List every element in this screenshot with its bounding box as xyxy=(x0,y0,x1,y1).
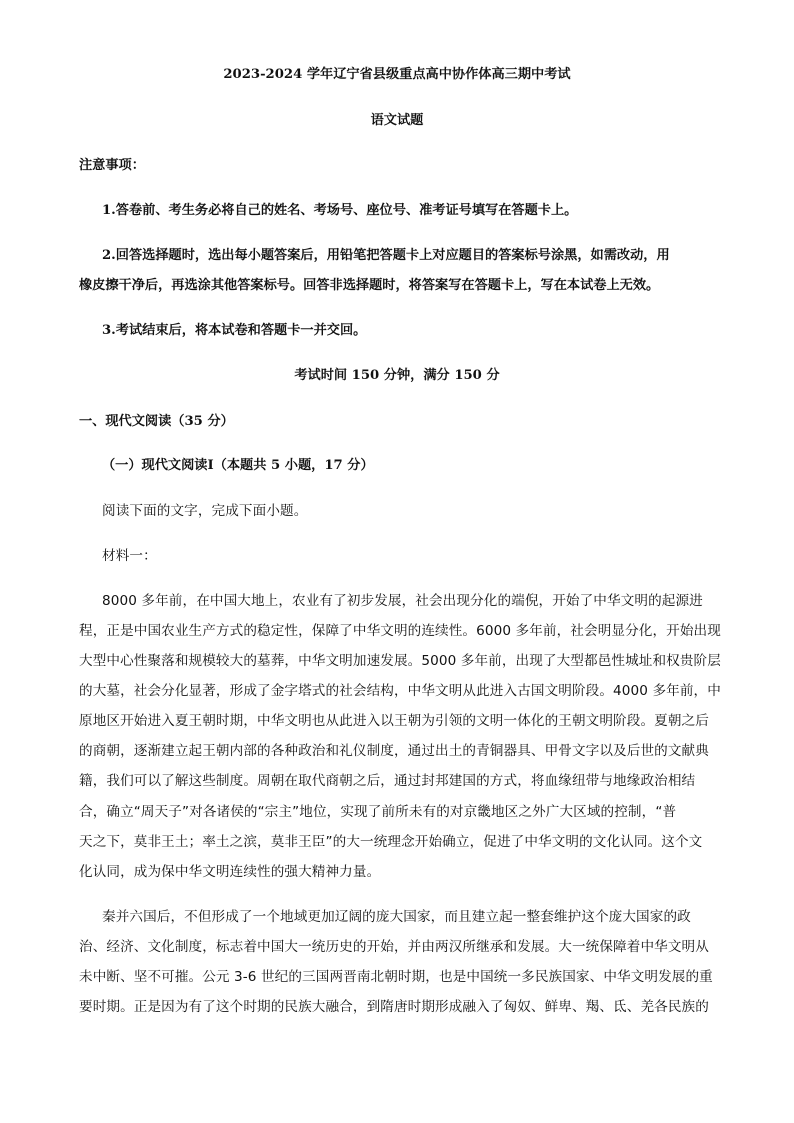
notice-item-2: 2.回答选择题时，选出每小题答案后，用铅笔把答题卡上对应题目的答案标号涂黑，如需改动，用 xyxy=(102,248,670,263)
passage-line: 化认同，成为保中华文明连续性的强大精神力量。 xyxy=(79,864,381,880)
paper-subtitle: 语文试题 xyxy=(370,113,424,128)
passage-line: 籍，我们可以了解这些制度。周朝在取代商朝之后，通过封邦建国的方式，将血缘纽带与地缘政治相结 xyxy=(79,773,696,789)
passage-line: 大型中心性聚落和规模较大的墓葬，中华文明加速发展。5000 多年前，出现了大型都邑性城址和权贵阶层 xyxy=(79,653,721,669)
notice-item-3: 3.考试结束后，将本试卷和答题卡一并交回。 xyxy=(102,323,367,338)
notice-heading: 注意事项： xyxy=(79,158,145,173)
passage-line: 要时期。正是因为有了这个时期的民族大融合，到隋唐时期形成融入了匈奴、鲜卑、羯、氐、羌各民族的 xyxy=(79,999,709,1015)
exam-time-info: 考试时间 150 分钟，满分 150 分 xyxy=(294,368,500,383)
passage-line: 原地区开始进入夏王朝时期，中华文明也从此进入以王朝为引领的文明一体化的王朝文明阶段。夏朝之后 xyxy=(79,713,709,729)
notice-item-1: 1.答卷前、考生务必将自己的姓名、考场号、座位号、准考证号填写在答题卡上。 xyxy=(102,203,578,218)
passage-line: 的大墓，社会分化显著，形成了金字塔式的社会结构，中华文明从此进入古国文明阶段。4000 多年前，中 xyxy=(79,683,721,699)
section-heading: 一、现代文阅读（35 分） xyxy=(79,414,234,429)
reading-instruction: 阅读下面的文字，完成下面小题。 xyxy=(102,503,308,519)
passage-line: 天之下，莫非王土；率土之滨，莫非王臣”的大一统理念开始确立，促进了中华文明的文化认同。这个文 xyxy=(79,834,703,850)
passage-line: 治、经济、文化制度，标志着中国大一统历史的开始，并由两汉所继承和发展。大一统保障着中华文明从 xyxy=(79,939,709,955)
passage-line: 未中断、坚不可摧。公元 3-6 世纪的三国两晋南北朝时期，也是中国统一多民族国家、中华文明发展的重 xyxy=(79,969,713,985)
material-label: 材料一： xyxy=(102,548,157,564)
passage-line: 程，正是中国农业生产方式的稳定性，保障了中华文明的连续性。6000 多年前，社会明显分化，开始出现 xyxy=(79,623,721,639)
section-subheading: （一）现代文阅读Ⅰ（本题共 5 小题，17 分） xyxy=(102,458,374,473)
notice-item-2-continued: 橡皮擦干净后，再选涂其他答案标号。回答非选择题时，将答案写在答题卡上，写在本试卷上无效。 xyxy=(79,278,660,293)
exam-title: 2023-2024 学年辽宁省县级重点高中协作体高三期中考试 xyxy=(223,67,571,82)
passage-line: 秦并六国后，不但形成了一个地域更加辽阔的庞大国家，而且建立起一整套维护这个庞大国家的政 xyxy=(102,909,691,925)
passage-line: 的商朝，逐渐建立起王朝内部的各种政治和礼仪制度，通过出土的青铜器具、甲骨文字以及后世的文献典 xyxy=(79,743,709,759)
passage-line: 8000 多年前，在中国大地上，农业有了初步发展，社会出现分化的端倪，开始了中华文明的起源进 xyxy=(102,593,703,609)
passage-line: 合，确立“周天子”对各诸侯的“宗主”地位，实现了前所未有的对京畿地区之外广大区域的控制，“普 xyxy=(79,804,677,820)
